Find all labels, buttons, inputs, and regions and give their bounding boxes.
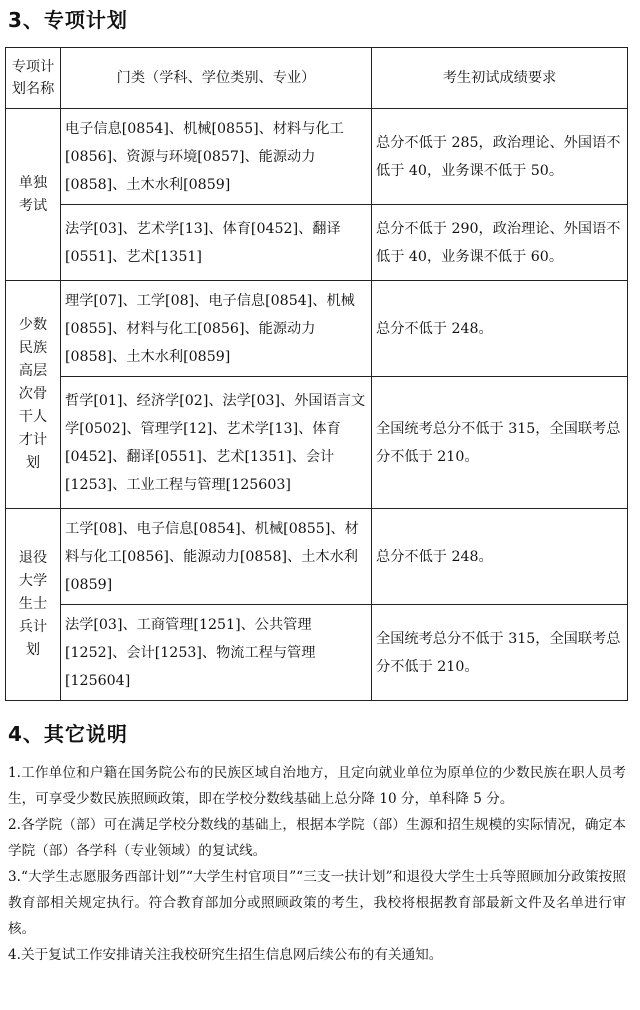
notes-list [8,760,626,968]
header-subjects: 门类（学科、学位类别、专业） [61,48,372,109]
note-3: 3.“大学生志愿服务西部计划”“大学生村官项目”“三支一扶计划”和退役大学生士兵等照顾加分政策按照教育部相关规定执行。符合教育部加分或照顾政策的考生，我校将根据教育部最新文件及名单进行审核。 [8,869,626,937]
note-2: 2.各学院（部）可在满足学校分数线的基础上，根据本学院（部）生源和招生规模的实际情况，确定本学院（部）各学科（专业领域）的复试线。 [8,817,626,859]
subjects-cell: 法学[03]、工商管理[1251]、公共管理[1252]、会计[1253]、物流工程与管理[125604] [61,605,372,701]
note-1: 1.工作单位和户籍在国务院公布的民族区域自治地方，且定向就业单位为原单位的少数民族在职人员考生，可享受少数民族照顾政策，即在学校分数线基础上总分降 10 分，单科降 5 分。 [8,765,626,807]
requirement-cell: 总分不低于 290，政治理论、外国语不低于 40，业务课不低于 60。 [372,205,628,281]
table-row [6,205,628,281]
plan-name-cell: 退役大学生士兵计划 [6,509,61,701]
table-row [6,605,628,701]
note-4: 4.关于复试工作安排请关注我校研究生招生信息网后续公布的有关通知。 [8,947,443,963]
table-row [6,281,628,377]
header-plan-name: 专项计划名称 [6,48,61,109]
requirement-cell: 总分不低于 248。 [372,509,628,605]
plan-name-cell: 单独考试 [6,109,61,281]
table-row [6,109,628,205]
subjects-cell: 工学[08]、电子信息[0854]、机械[0855]、材料与化工[0856]、能源动力[0858]、土木水利[0859] [61,509,372,605]
subjects-cell: 电子信息[0854]、机械[0855]、材料与化工[0856]、资源与环境[0857]、能源动力[0858]、土木水利[0859] [61,109,372,205]
header-requirement: 考生初试成绩要求 [372,48,628,109]
requirement-cell: 全国统考总分不低于 315，全国联考总分不低于 210。 [372,377,628,509]
table-row [6,509,628,605]
subjects-cell: 哲学[01]、经济学[02]、法学[03]、外国语言文学[0502]、管理学[12]、艺术学[13]、体育[0452]、翻译[0551]、艺术[1351]、会计[1253]、工业工程与管理[125603] [61,377,372,509]
subjects-cell: 法学[03]、艺术学[13]、体育[0452]、翻译[0551]、艺术[1351] [61,205,372,281]
table-row [6,377,628,509]
section-3-title: 3、专项计划 [8,8,128,32]
subjects-cell: 理学[07]、工学[08]、电子信息[0854]、机械[0855]、材料与化工[0856]、能源动力[0858]、土木水利[0859] [61,281,372,377]
requirement-cell: 总分不低于 248。 [372,281,628,377]
section-4-title: 4、其它说明 [8,722,128,746]
requirement-cell: 总分不低于 285，政治理论、外国语不低于 40，业务课不低于 50。 [372,109,628,205]
requirement-cell: 全国统考总分不低于 315，全国联考总分不低于 210。 [372,605,628,701]
table-header-row [6,48,628,109]
plan-name-cell: 少数民族高层次骨干人才计划 [6,281,61,509]
special-plan-table [5,47,628,701]
